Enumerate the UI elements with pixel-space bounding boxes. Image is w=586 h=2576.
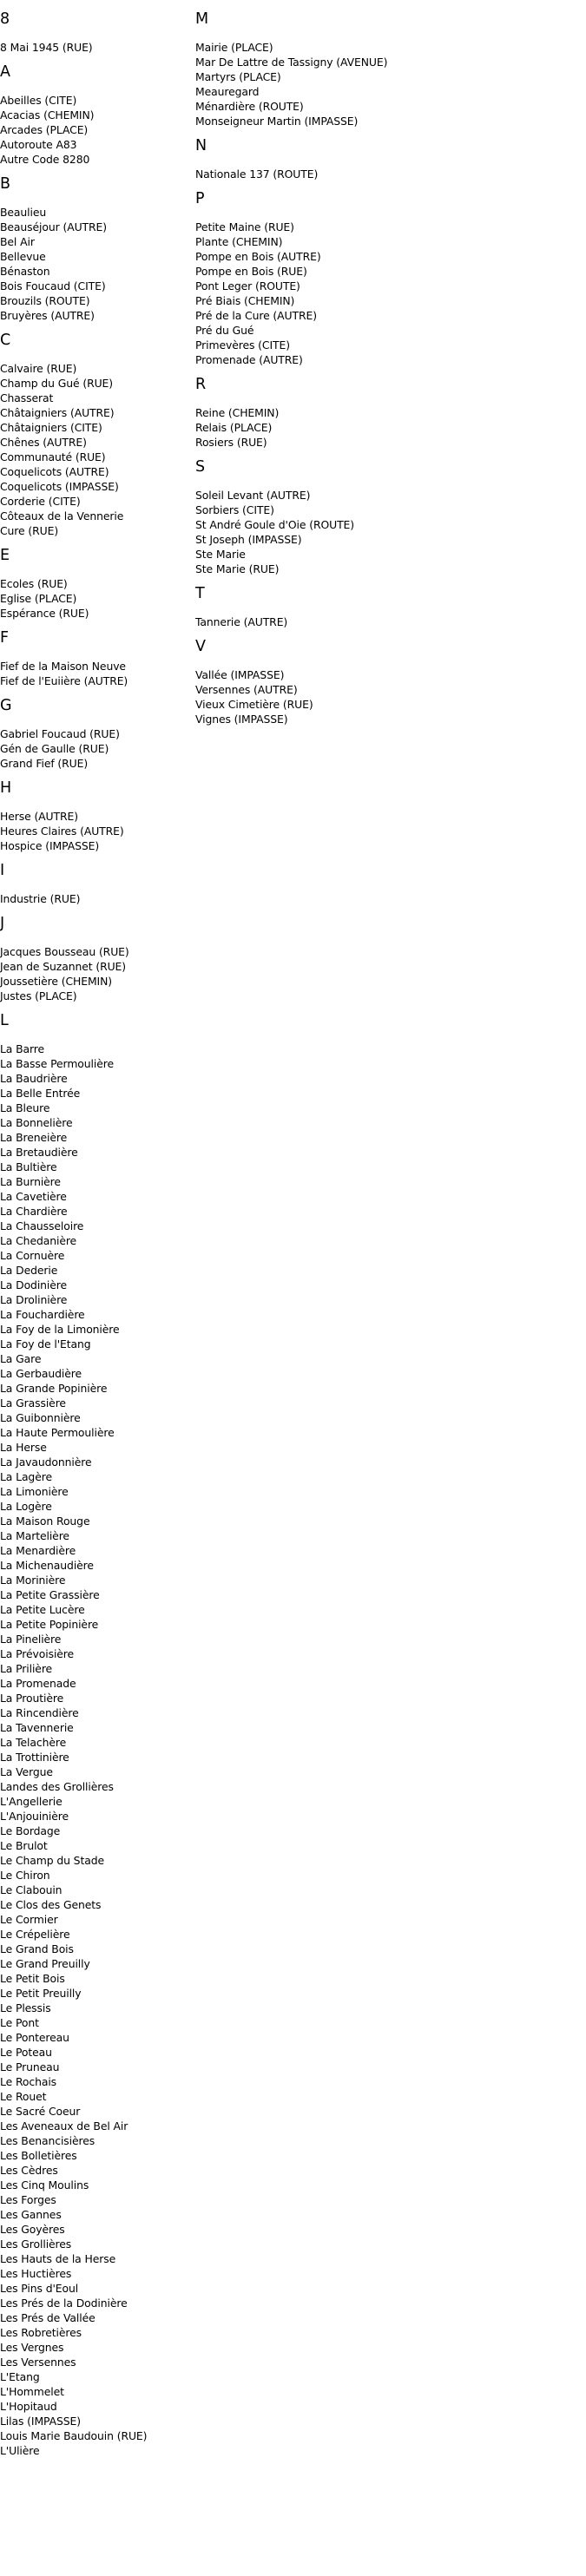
- street-name: L'Ulière: [0, 2444, 40, 2457]
- letter-section: [0, 1010, 195, 2458]
- street-name: La Chedanière: [0, 1234, 77, 1247]
- street-name: L'Anjouinière: [0, 1810, 69, 1823]
- section-letter-heading: I: [0, 862, 5, 879]
- street-name: La Javaudonnière: [0, 1456, 92, 1469]
- street-name: Le Clos des Genets: [0, 1898, 102, 1911]
- street-name: Les Versennes: [0, 2356, 76, 2369]
- street-list: [0, 659, 195, 688]
- street-name: Coquelicots (AUTRE): [0, 465, 109, 478]
- street-name: Les Prés de la Dodinière: [0, 2297, 128, 2310]
- street-list: [0, 726, 195, 771]
- street-name: Relais (PLACE): [195, 421, 273, 434]
- section-letter-heading: C: [0, 332, 11, 349]
- street-name: Bruyères (AUTRE): [0, 309, 95, 322]
- street-list: [0, 93, 195, 167]
- street-list: [0, 1042, 195, 2458]
- letter-section: [0, 545, 195, 621]
- street-name: Bénaston: [0, 265, 50, 278]
- street-name: Chasserat: [0, 391, 54, 404]
- street-list: [195, 488, 430, 576]
- street-name: La Lagère: [0, 1470, 52, 1483]
- street-name: La Chardière: [0, 1205, 68, 1218]
- street-list: [0, 944, 195, 1003]
- section-letter-heading: A: [0, 63, 10, 81]
- street-name: La Rincendière: [0, 1706, 79, 1719]
- street-name: La Gare: [0, 1352, 42, 1365]
- street-name: Industrie (RUE): [0, 892, 81, 905]
- street-name: Rosiers (RUE): [195, 436, 267, 449]
- letter-section: [195, 188, 430, 367]
- street-name: La Proutière: [0, 1692, 64, 1705]
- street-name: Le Grand Preuilly: [0, 1957, 90, 1970]
- section-letter-heading: N: [195, 137, 207, 154]
- street-list: [0, 891, 195, 906]
- street-name: La Menardière: [0, 1544, 76, 1557]
- street-name: L'Etang: [0, 2370, 40, 2383]
- letter-section: [195, 583, 430, 629]
- street-name: Le Brulot: [0, 1839, 48, 1852]
- street-name: Beauséjour (AUTRE): [0, 220, 107, 233]
- street-name: Côteaux de la Vennerie: [0, 509, 124, 522]
- street-name: Les Vergnes: [0, 2341, 64, 2354]
- street-name: La Michenaudière: [0, 1559, 94, 1572]
- street-name: La Guibonnière: [0, 1411, 81, 1424]
- street-name: Autoroute A83: [0, 138, 77, 151]
- street-name: Le Champ du Stade: [0, 1854, 104, 1867]
- letter-section: [195, 135, 430, 181]
- street-name: Le Petit Preuilly: [0, 1987, 82, 2000]
- street-name: Reine (CHEMIN): [195, 406, 280, 419]
- street-list: [0, 576, 195, 621]
- street-name: Les Hauts de la Herse: [0, 2252, 116, 2265]
- street-name: La Morinière: [0, 1574, 66, 1587]
- street-name: Le Petit Bois: [0, 1972, 65, 1985]
- street-name: 8 Mai 1945 (RUE): [0, 41, 93, 54]
- street-name: Bois Foucaud (CITE): [0, 279, 106, 292]
- street-name: Ste Marie: [195, 548, 246, 561]
- street-name: Les Cinq Moulins: [0, 2178, 89, 2192]
- street-name: Les Grollières: [0, 2238, 72, 2251]
- street-name: Les Pins d'Eoul: [0, 2282, 79, 2295]
- letter-section: [195, 636, 430, 726]
- street-name: Champ du Gué (RUE): [0, 377, 114, 390]
- street-name: Le Rochais: [0, 2075, 57, 2088]
- street-name: Martyrs (PLACE): [195, 70, 281, 83]
- section-letter-heading: E: [0, 547, 10, 564]
- street-name: Soleil Levant (AUTRE): [195, 489, 311, 502]
- street-name: La Petite Popinière: [0, 1618, 99, 1631]
- street-name: La Baudrière: [0, 1072, 68, 1085]
- street-name: La Belle Entrée: [0, 1087, 81, 1100]
- left-column: [0, 0, 195, 2458]
- street-list: [195, 614, 430, 629]
- street-name: Louis Marie Baudouin (RUE): [0, 2429, 148, 2442]
- street-name: Vieux Cimetière (RUE): [195, 698, 313, 711]
- street-name: La Prévoisière: [0, 1647, 75, 1660]
- street-name: Les Forges: [0, 2193, 56, 2206]
- street-name: Le Poteau: [0, 2046, 52, 2059]
- street-name: La Logère: [0, 1500, 52, 1513]
- street-name: La Telachère: [0, 1736, 67, 1749]
- street-name: Le Plessis: [0, 2001, 51, 2014]
- street-name: Pompe en Bois (RUE): [195, 265, 307, 278]
- street-name: Ecoles (RUE): [0, 577, 68, 590]
- street-name: Le Chiron: [0, 1869, 50, 1882]
- street-name: Châtaigniers (AUTRE): [0, 406, 115, 419]
- street-name: La Tavennerie: [0, 1721, 74, 1734]
- street-name: Fief de la Maison Neuve: [0, 660, 126, 673]
- street-name: Jacques Bousseau (RUE): [0, 945, 129, 958]
- letter-section: [0, 628, 195, 688]
- street-name: Herse (AUTRE): [0, 810, 78, 823]
- street-name: Les Aveneaux de Bel Air: [0, 2119, 128, 2132]
- street-name: Cure (RUE): [0, 524, 59, 537]
- street-name: Monseigneur Martin (IMPASSE): [195, 115, 359, 128]
- street-name: Autre Code 8280: [0, 153, 90, 166]
- street-name: La Cornuère: [0, 1249, 65, 1262]
- letter-section: [0, 62, 195, 167]
- street-name: Le Pont: [0, 2016, 39, 2029]
- street-list: [0, 40, 195, 55]
- street-name: Châtaigniers (CITE): [0, 421, 102, 434]
- street-name: St André Goule d'Oie (ROUTE): [195, 518, 355, 531]
- street-name: La Bultière: [0, 1160, 57, 1173]
- street-name: Tannerie (AUTRE): [195, 615, 288, 628]
- street-name: Le Crépelière: [0, 1928, 70, 1941]
- street-name: Bel Air: [0, 235, 35, 248]
- street-name: Calvaire (RUE): [0, 362, 77, 375]
- street-name: Les Bolletières: [0, 2149, 77, 2162]
- street-name: Hospice (IMPASSE): [0, 839, 100, 852]
- street-name: Nationale 137 (ROUTE): [195, 168, 319, 181]
- street-name: La Grande Popinière: [0, 1382, 108, 1395]
- street-list: [0, 361, 195, 538]
- right-column: [195, 0, 430, 726]
- section-letter-heading: R: [195, 376, 207, 393]
- street-name: Ste Marie (RUE): [195, 562, 280, 575]
- section-letter-heading: P: [195, 190, 205, 207]
- street-name: St Joseph (IMPASSE): [195, 533, 302, 546]
- letter-section: [0, 9, 195, 55]
- street-name: La Promenade: [0, 1677, 76, 1690]
- street-name: Beaulieu: [0, 206, 47, 219]
- street-name: La Basse Permoulière: [0, 1057, 114, 1070]
- street-list: [195, 40, 430, 128]
- street-name: La Prilière: [0, 1662, 53, 1675]
- street-name: Pré du Gué: [195, 324, 254, 337]
- street-name: La Martelière: [0, 1529, 69, 1542]
- street-name: Brouzils (ROUTE): [0, 294, 90, 307]
- street-name: La Foy de l'Etang: [0, 1337, 91, 1350]
- letter-section: [0, 860, 195, 906]
- street-name: La Gerbaudière: [0, 1367, 82, 1380]
- letter-section: [0, 695, 195, 771]
- section-letter-heading: B: [0, 175, 11, 193]
- street-name: Communauté (RUE): [0, 450, 106, 463]
- street-list: [195, 667, 430, 726]
- street-name: Versennes (AUTRE): [195, 683, 298, 696]
- street-name: La Limonière: [0, 1485, 69, 1498]
- street-name: La Petite Lucère: [0, 1603, 85, 1616]
- street-name: Le Sacré Coeur: [0, 2105, 81, 2118]
- section-letter-heading: V: [195, 638, 206, 655]
- street-name: Plante (CHEMIN): [195, 235, 283, 248]
- street-name: Mairie (PLACE): [195, 41, 273, 54]
- street-name: Les Robretières: [0, 2326, 82, 2339]
- street-name: La Bleure: [0, 1101, 50, 1114]
- street-name: La Bretaudière: [0, 1146, 78, 1159]
- letter-section: [195, 374, 430, 450]
- letter-section: [0, 174, 195, 323]
- street-name: Lilas (IMPASSE): [0, 2415, 82, 2428]
- street-name: Abeilles (CITE): [0, 94, 77, 107]
- street-name: La Maison Rouge: [0, 1515, 90, 1528]
- letter-section: [0, 778, 195, 853]
- street-name: La Petite Grassière: [0, 1588, 100, 1601]
- street-name: La Burnière: [0, 1175, 61, 1188]
- street-name: Eglise (PLACE): [0, 592, 77, 605]
- section-letter-heading: J: [0, 915, 5, 932]
- street-name: La Chausseloire: [0, 1219, 84, 1232]
- section-letter-heading: T: [195, 585, 205, 602]
- street-name: La Drolinière: [0, 1293, 68, 1306]
- street-name: Pont Leger (ROUTE): [195, 279, 300, 292]
- street-name: Promenade (AUTRE): [195, 353, 303, 366]
- street-name: La Cavetière: [0, 1190, 67, 1203]
- street-name: Le Pontereau: [0, 2031, 69, 2044]
- street-name: Les Benancisières: [0, 2134, 95, 2147]
- street-name: Gén de Gaulle (RUE): [0, 742, 109, 755]
- street-name: Les Huctières: [0, 2267, 72, 2280]
- street-name: Gabriel Foucaud (RUE): [0, 727, 120, 740]
- street-name: Mar De Lattre de Tassigny (AVENUE): [195, 56, 388, 69]
- street-name: Meauregard: [195, 85, 260, 98]
- street-name: La Vergue: [0, 1765, 53, 1778]
- street-list: [195, 220, 430, 367]
- street-name: Les Cèdres: [0, 2164, 58, 2177]
- street-name: Landes des Grollières: [0, 1780, 114, 1793]
- street-name: Le Cormier: [0, 1913, 58, 1926]
- letter-section: [195, 457, 430, 576]
- street-name: L'Hommelet: [0, 2385, 64, 2398]
- letter-section: [195, 9, 430, 128]
- street-list: [195, 405, 430, 450]
- street-name: Vallée (IMPASSE): [195, 668, 285, 681]
- street-name: Corderie (CITE): [0, 495, 81, 508]
- street-name: Heures Claires (AUTRE): [0, 825, 124, 838]
- street-name: Justes (PLACE): [0, 989, 77, 1002]
- street-name: Coquelicots (IMPASSE): [0, 480, 119, 493]
- street-name: La Dodinière: [0, 1278, 68, 1291]
- section-letter-heading: L: [0, 1012, 9, 1029]
- street-list: [0, 205, 195, 323]
- street-list: [195, 167, 430, 181]
- street-name: Arcades (PLACE): [0, 123, 89, 136]
- street-name: Petite Maine (RUE): [195, 220, 294, 233]
- street-name: Le Grand Bois: [0, 1942, 74, 1955]
- section-letter-heading: G: [0, 697, 12, 714]
- street-name: La Foy de la Limonière: [0, 1323, 120, 1336]
- section-letter-heading: M: [195, 10, 209, 28]
- street-name: Chênes (AUTRE): [0, 436, 87, 449]
- street-name: La Grassière: [0, 1396, 66, 1410]
- street-name: Pompe en Bois (AUTRE): [195, 250, 321, 263]
- street-name: Le Clabouin: [0, 1883, 63, 1896]
- street-name: Le Bordage: [0, 1824, 61, 1837]
- street-name: La Bonnelière: [0, 1116, 73, 1129]
- street-name: Sorbiers (CITE): [195, 503, 274, 516]
- street-name: Pré de la Cure (AUTRE): [195, 309, 317, 322]
- street-name: La Barre: [0, 1042, 45, 1055]
- street-name: Le Pruneau: [0, 2060, 60, 2073]
- street-name: Les Goyères: [0, 2223, 65, 2236]
- section-letter-heading: F: [0, 629, 10, 647]
- section-letter-heading: H: [0, 779, 12, 797]
- street-name: Jean de Suzannet (RUE): [0, 960, 127, 973]
- letter-section: [0, 913, 195, 1003]
- street-name: La Trottinière: [0, 1751, 69, 1764]
- street-name: La Fouchardière: [0, 1308, 85, 1321]
- street-name: La Breneière: [0, 1131, 68, 1144]
- street-name: Vignes (IMPASSE): [195, 713, 288, 726]
- street-name: Joussetière (CHEMIN): [0, 975, 113, 988]
- section-letter-heading: 8: [0, 10, 10, 28]
- street-name: Pré Biais (CHEMIN): [195, 294, 295, 307]
- street-name: Fief de l'Euiière (AUTRE): [0, 674, 128, 687]
- section-letter-heading: S: [195, 458, 206, 476]
- street-name: Acacias (CHEMIN): [0, 108, 95, 122]
- street-name: Bellevue: [0, 250, 46, 263]
- street-name: Ménardière (ROUTE): [195, 100, 304, 113]
- street-name: Les Prés de Vallée: [0, 2311, 95, 2324]
- street-list: [0, 809, 195, 853]
- street-name: Les Gannes: [0, 2208, 62, 2221]
- street-name: La Dederie: [0, 1264, 58, 1277]
- street-name: Le Rouet: [0, 2090, 47, 2103]
- street-name: Espérance (RUE): [0, 607, 89, 620]
- street-name: L'Hopitaud: [0, 2400, 57, 2413]
- street-name: La Herse: [0, 1441, 47, 1454]
- street-name: La Pinelière: [0, 1633, 62, 1646]
- street-name: La Haute Permoulière: [0, 1426, 115, 1439]
- street-name: Grand Fief (RUE): [0, 757, 89, 770]
- street-name: L'Angellerie: [0, 1795, 63, 1808]
- letter-section: [0, 330, 195, 538]
- street-name: Primevères (CITE): [195, 338, 290, 352]
